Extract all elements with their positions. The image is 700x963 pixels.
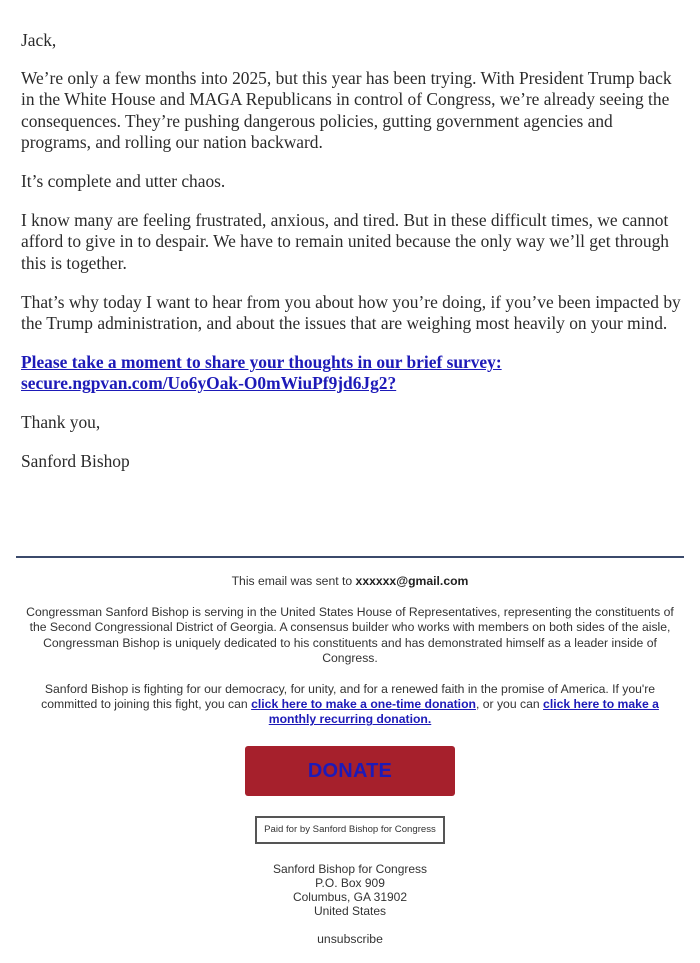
sent-to-line: [16, 574, 684, 589]
address-line-4: United States: [313, 904, 387, 919]
paid-for-wrapper: [16, 816, 684, 844]
sent-to-prefix: This email was sent to: [231, 574, 356, 588]
letter-paragraph-4: That’s why today I want to hear from you about how you’re doing, if you’ve been impacted by the Trump administration, and about the issues that are weighing most heavily on your mind.: [21, 291, 681, 334]
monthly-donation-link[interactable]: click here to make a monthly recurring donation.: [268, 697, 659, 727]
survey-link-text: Please take a moment to share your thoughts in our brief survey:: [21, 352, 502, 373]
letter-paragraph-3: I know many are feeling frustrated, anxious, and tired. But in these difficult times, we cannot afford to give in to despair. We have to remain united because the only way we’ll get through this is together.: [21, 210, 669, 273]
email-footer: [16, 574, 684, 948]
survey-link-url: secure.ngpvan.com/Uo6yOak-O0mWiuPf9jd6Jg2?: [21, 373, 397, 394]
salutation: Jack,: [21, 30, 57, 50]
donation-text-1: Sanford Bishop is fighting for our democracy, for unity, and for a renewed faith in the promise of America. If you're committed to joining this fight, you can: [41, 682, 656, 712]
address-line-2: P.O. Box 909: [315, 875, 385, 890]
unsubscribe-link[interactable]: unsubscribe: [317, 932, 383, 947]
paid-for-disclaimer: Paid for by Sanford Bishop for Congress: [255, 816, 445, 844]
donation-paragraph: [16, 682, 684, 728]
address-line-1: Sanford Bishop for Congress: [272, 861, 428, 876]
donation-text-2: , or you can: [475, 697, 544, 712]
letter-paragraph-1: We’re only a few months into 2025, but this year has been trying. With President Trump back in the White House and MAGA Republicans in control of Congress, we’re already seeing the consequences. They’re pushing dangerous policies, gutting government agencies and programs, and rolling our nation backward.: [21, 68, 672, 152]
one-time-donation-link[interactable]: click here to make a one-time donation: [251, 697, 476, 712]
email-letter-body: [21, 30, 687, 490]
footer-divider: [16, 556, 684, 558]
recipient-email: xxxxxx@gmail.com: [355, 574, 469, 588]
donate-button[interactable]: DONATE: [245, 746, 455, 796]
signature: Sanford Bishop: [21, 450, 130, 471]
mailing-address: [16, 862, 684, 919]
about-paragraph: Congressman Sanford Bishop is serving in the United States House of Representatives, representing the constituents of the Second Congressional District of Georgia. A consensus builder who works with members on both sides of the aisle, Congressman Bishop is uniquely dedicated to his constituents and has demonstrated himself as a leader inside of Congress.: [26, 605, 674, 665]
donate-button-wrapper: [16, 746, 684, 796]
survey-link[interactable]: [21, 352, 687, 394]
letter-paragraph-2: It’s complete and utter chaos.: [21, 171, 226, 192]
address-line-3: Columbus, GA 31902: [292, 890, 408, 905]
closing: Thank you,: [21, 411, 101, 432]
